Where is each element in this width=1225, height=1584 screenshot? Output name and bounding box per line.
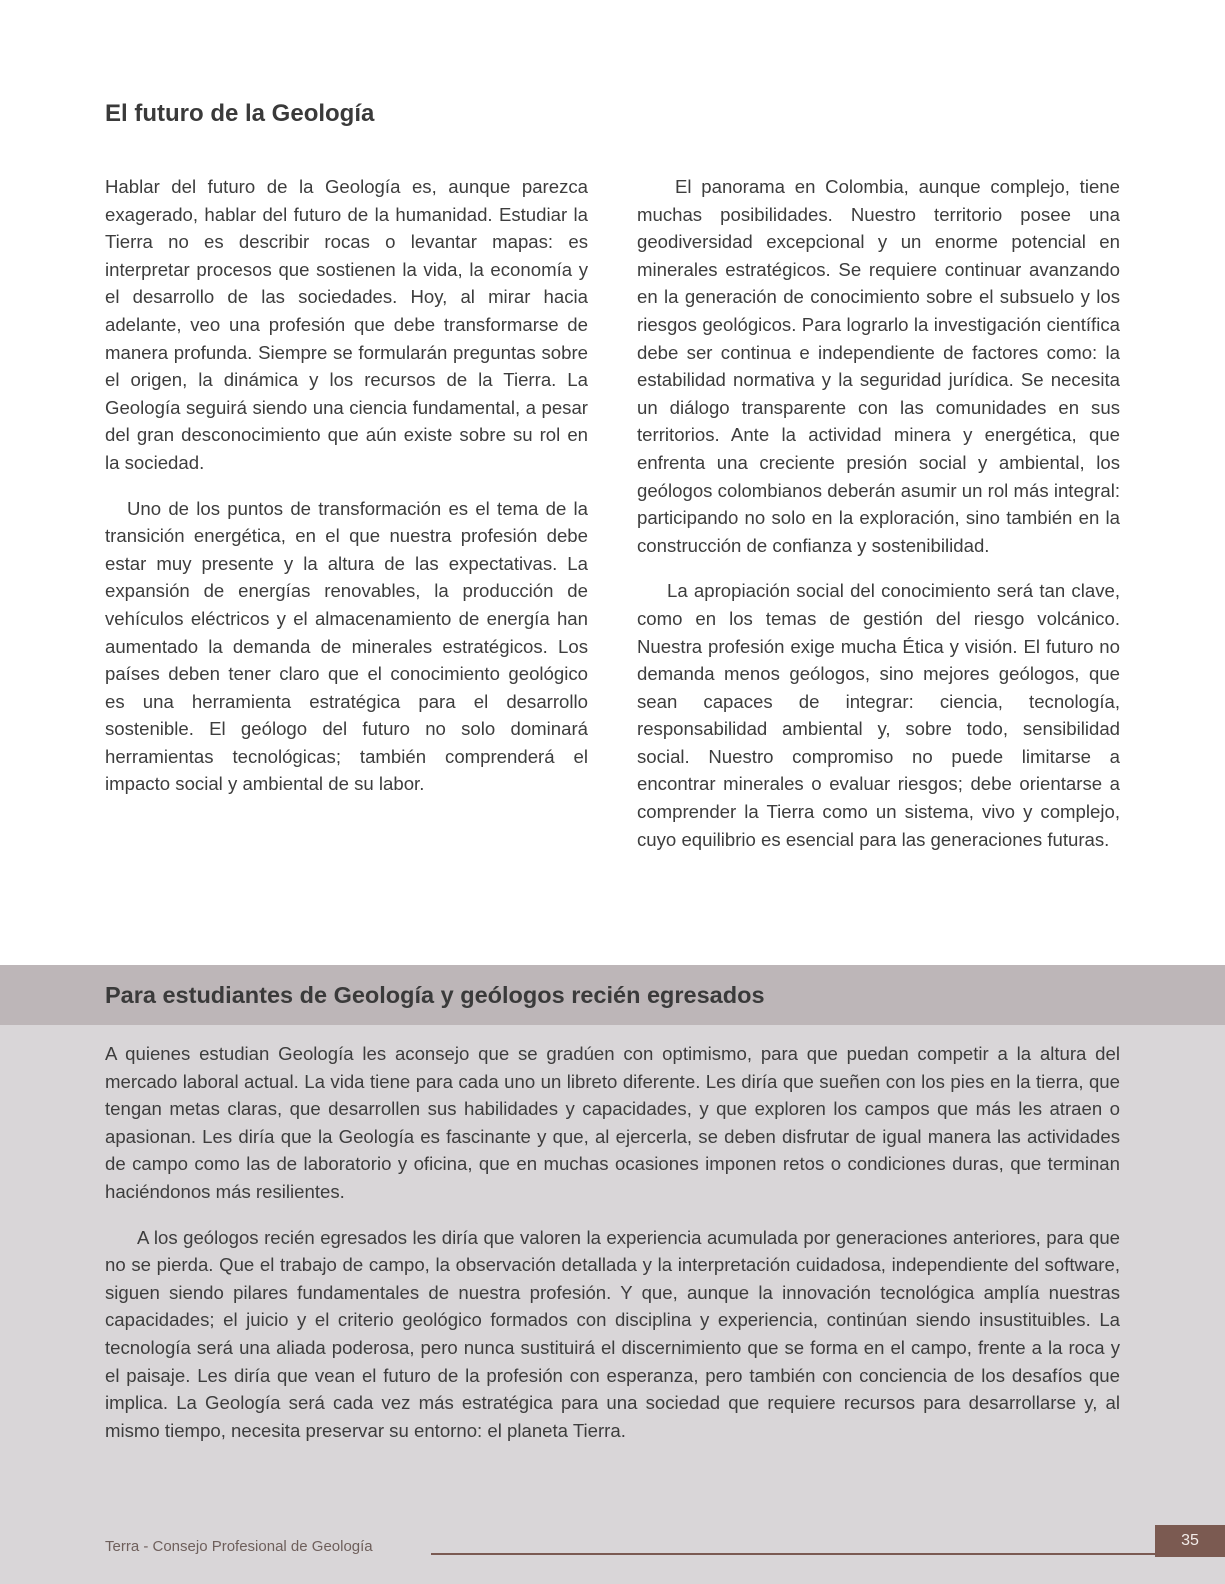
section-title: Para estudiantes de Geología y geólogos recién egresados	[105, 982, 765, 1008]
article-right-column	[637, 173, 1120, 871]
paragraph: Uno de los puntos de transformación es el tema de la transición energética, en el que nuestra profesión debe estar muy presente y la altura de las expectativas. La expansión de energías renovables, la producción de vehículos eléctricos y el almacenamiento de energía han aumentado la demanda de minerales estratégicos. Los países deben tener claro que el conocimiento geológico es una herramienta estratégica para el desarrollo sostenible. El geólogo del futuro no solo dominará herramientas tecnológicas; también comprenderá el impacto social y ambiental de su labor.	[105, 497, 588, 795]
paragraph: A quienes estudian Geología les aconsejo que se gradúen con optimismo, para que puedan competir a la altura del mercado laboral actual. La vida tiene para cada uno un libreto diferente. Les diría que sueñen con los pies en la tierra, que tengan metas claras, que desarrollen sus habilidades y capacidades, y que exploren los campos que más les atraen o apasionan. Les diría que la Geología es fascinante y que, al ejercerla, se deben disfrutar de igual manera las actividades de campo como las de laboratorio y oficina, que en muchas ocasiones imponen retos o condiciones duras, que terminan haciéndonos más resilientes.	[105, 1043, 1120, 1202]
paragraph: La apropiación social del conocimiento será tan clave, como en los temas de gestión del riesgo volcánico. Nuestra profesión exige mucha Ética y visión. El futuro no demanda menos geólogos, sino mejores geólogos, que sean capaces de integrar: ciencia, tecnología, responsabilidad ambiental y, sobre todo, sensibilidad social. Nuestro compromiso no puede limitarse a encontrar minerales o evaluar riesgos; debe orientarse a comprender la Tierra como un sistema, vivo y complejo, cuyo equilibrio es esencial para las generaciones futuras.	[637, 580, 1120, 850]
article-left-column	[105, 173, 588, 816]
section-header-band	[0, 965, 1225, 1025]
section-body	[105, 1040, 1120, 1462]
paragraph: A los geólogos recién egresados les diría que valoren la experiencia acumulada por generaciones anteriores, para que no se pierda. Que el trabajo de campo, la observación detallada y la interpretación cuidadosa, independiente del software, siguen siendo pilares fundamentales de nuestra profesión. Y que, aunque la innovación tecnológica amplía nuestras capacidades; el juicio y el criterio geológico formados con disciplina y experiencia, continúan siendo insustituibles. La tecnología será una aliada poderosa, pero nunca sustituirá el discernimiento que se forma en el campo, frente a la roca y el paisaje. Les diría que vean el futuro de la profesión con esperanza, pero también con conciencia de los desafíos que implica. La Geología será cada vez más estratégica para una sociedad que requiere recursos para desarrollarse y, al mismo tiempo, necesita preservar su entorno: el planeta Tierra.	[105, 1226, 1120, 1441]
page-title: El futuro de la Geología	[105, 100, 375, 127]
advice-section	[0, 965, 1225, 1584]
footer-publication: Terra - Consejo Profesional de Geología	[105, 1538, 373, 1555]
paragraph: Hablar del futuro de la Geología es, aunque parezca exagerado, hablar del futuro de la humanidad. Estudiar la Tierra no es describir rocas o levantar mapas: es interpretar procesos que sostienen la vida, la economía y el desarrollo de las sociedades. Hoy, al mirar hacia adelante, veo una profesión que debe transformarse de manera profunda. Siempre se formularán preguntas sobre el origen, la dinámica y los recursos de la Tierra. La Geología seguirá siendo una ciencia fundamental, a pesar del gran desconocimiento que aún existe sobre su rol en la sociedad.	[105, 176, 588, 473]
footer-divider	[431, 1553, 1155, 1555]
page-number: 35	[1155, 1525, 1225, 1557]
paragraph: El panorama en Colombia, aunque complejo, tiene muchas posibilidades. Nuestro territorio posee una geodiversidad excepcional y un enorme potencial en minerales estratégicos. Se requiere continuar avanzando en la generación de conocimiento sobre el subsuelo y los riesgos geológicos. Para lograrlo la investigación científica debe ser continua e independiente de factores como: la estabilidad normativa y la seguridad jurídica. Se necesita un diálogo transparente con las comunidades en sus territorios. Ante la actividad minera y energética, que enfrenta una creciente presión social y ambiental, los geólogos colombianos deberán asumir un rol más integral: participando no solo en la exploración, sino también en la construcción de confianza y sostenibilidad.	[637, 176, 1120, 556]
